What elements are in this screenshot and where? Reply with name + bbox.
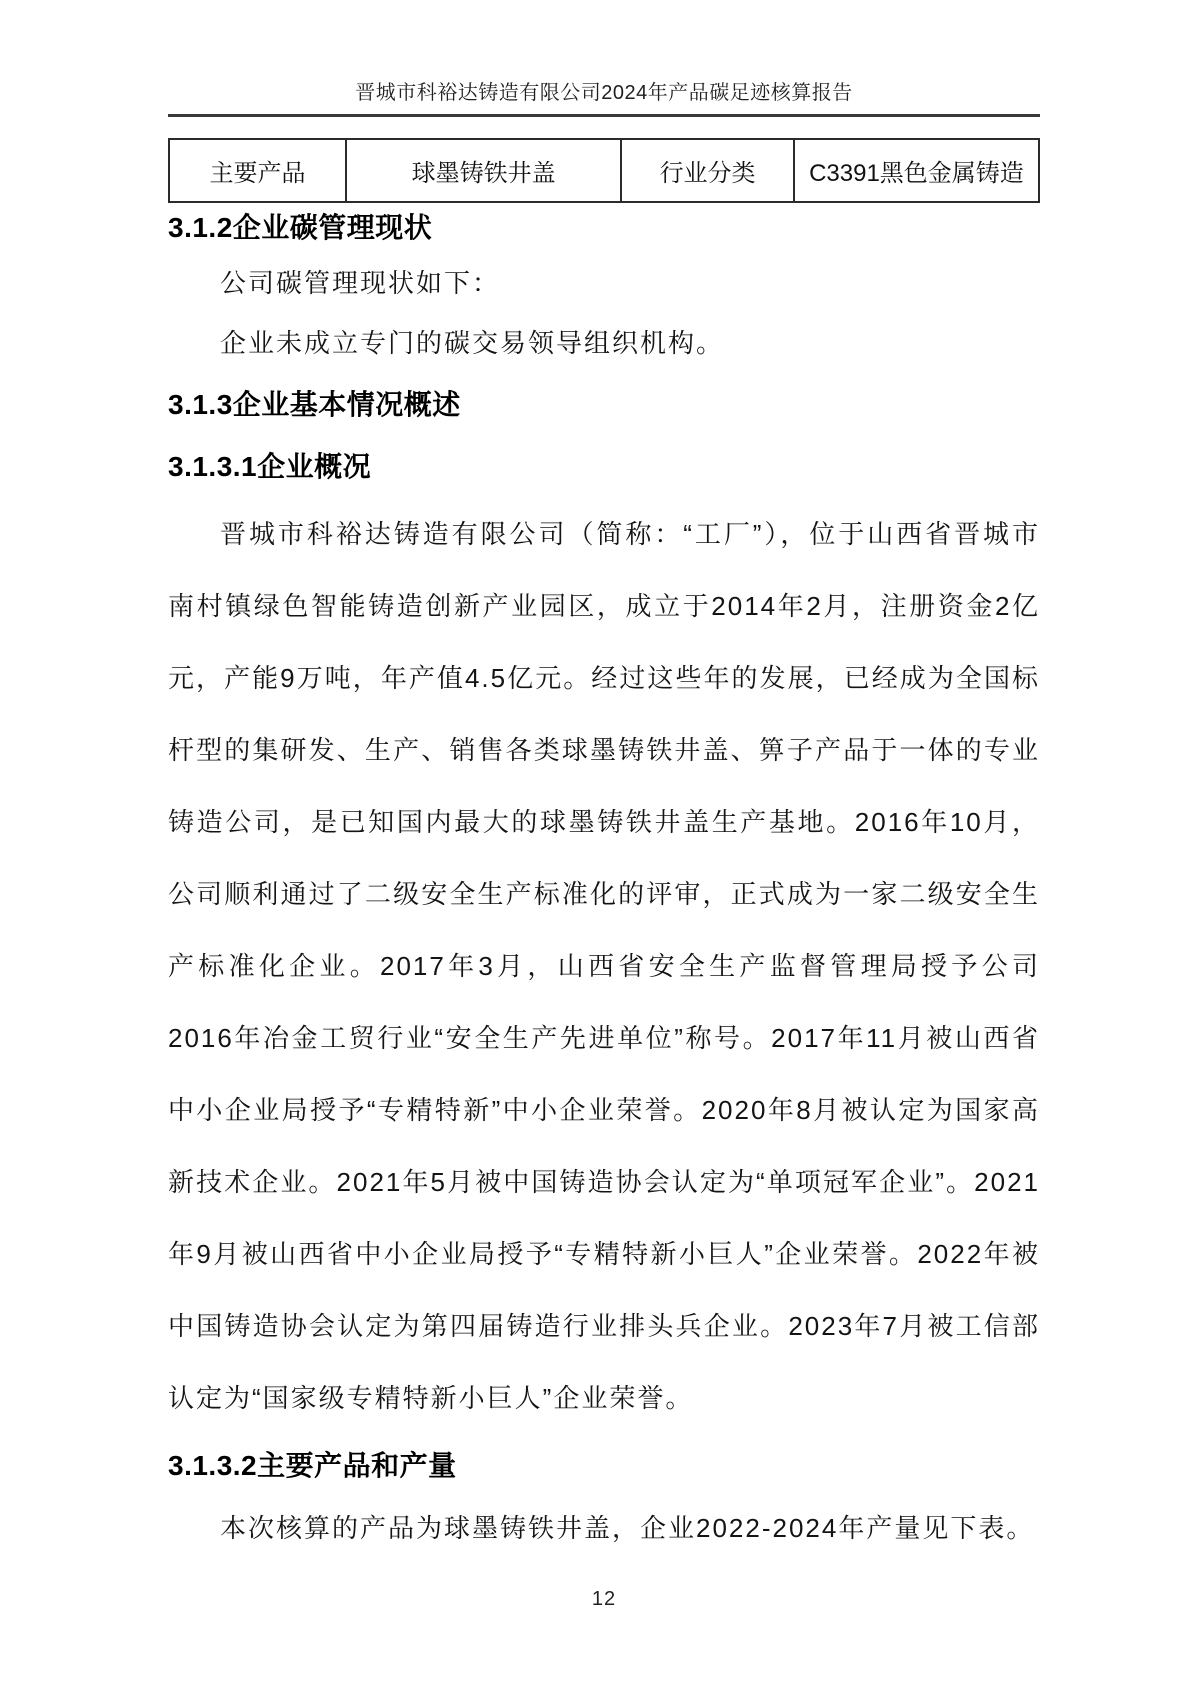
table-cell-main-product-value: 球墨铸铁井盖 [347,140,622,201]
heading-3-1-3-2-products-output: 3.1.3.2主要产品和产量 [168,1450,457,1481]
report-title: 晋城市科裕达铸造有限公司2024年产品碳足迹核算报告 [355,82,853,104]
page-number: 12 [591,1588,617,1610]
heading-3-1-3-1-company-profile: 3.1.3.1企业概况 [168,451,372,482]
page-header [168,0,1040,117]
heading-3-1-2-carbon-management: 3.1.2企业碳管理现状 [168,212,433,243]
paragraph-company-profile-body: 晋城市科裕达铸造有限公司（简称：“工厂”），位于山西省晋城市南村镇绿色智能铸造创新产业园区，成立于2014年2月，注册资金2亿元，产能9万吨，年产值4.5亿元。经过这些年的发展，已经成为全国标杆型的集研发、生产、销售各类球墨铸铁井盖、箅子产品于一体的专业铸造公司，是已知国内最大的球墨铸铁井盖生产基地。2016年10月，公司顺利通过了二级安全生产标准化的评审，正式成为一家二级安全生产标准化企业。2017年3月，山西省安全生产监督管理局授予公司2016年冶金工贸行业“安全生产先进单位”称号。2017年11月被山西省中小企业局授予“专精特新”中小企业荣誉。2020年8月被认定为国家高新技术企业。2021年5月被中国铸造协会认定为“单项冠军企业”。2021年9月被山西省中小企业局授予“专精特新小巨人”企业荣誉。2022年被中国铸造协会认定为第四届铸造行业排头兵企业。2023年7月被工信部认定为“国家级专精特新小巨人”企业荣誉。 [168,519,1040,1413]
table-cell-industry-class-value: C3391黑色金属铸造 [809,160,1024,187]
paragraph-accounting-product: 本次核算的产品为球墨铸铁井盖，企业2022-2024年产量见下表。 [220,1513,1035,1543]
paragraph-no-carbon-org: 企业未成立专门的碳交易领导组织机构。 [220,328,725,358]
table-cell-main-product-label: 主要产品 [170,140,347,201]
heading-3-1-3-basic-overview: 3.1.3企业基本情况概述 [168,389,461,420]
paragraph-carbon-status-intro: 公司碳管理现状如下： [220,268,501,298]
product-info-table [168,138,1040,203]
table-cell-industry-class-label: 行业分类 [622,140,795,201]
